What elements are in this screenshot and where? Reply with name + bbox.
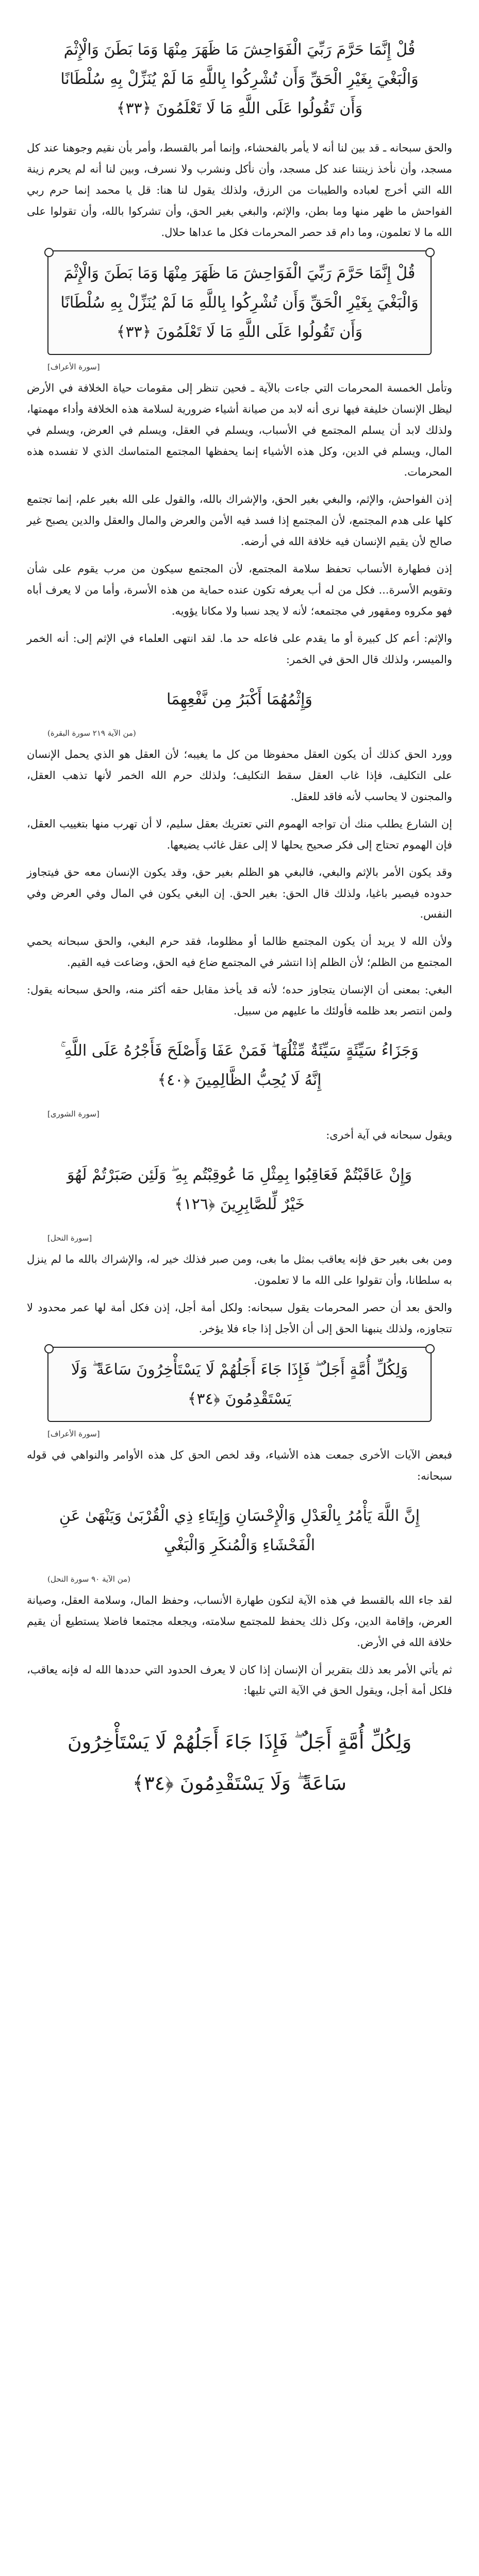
opening-verse [47,28,432,130]
paragraph-6: وورد الحق كذلك أن يكون العقل محفوظا من كل ما يغيبه؛ لأن العقل هو الذي يحمل الإنسان على التكليف، فإذا غاب العقل سقط التكليف؛ ولذلك حرم الله الخمر لأنها تذهب العقل، والمجنون لا يحاسب لأنه فاقد للعقل. [27,748,452,803]
verse-2-ref: [سورة الأعراف] [47,362,100,371]
verse-6-text: وَلِكُلِّ أُمَّةٍ أَجَلٌ ۖ فَإِذَا جَاءَ أَجَلُهُمْ لَا يَسْتَأْخِرُونَ سَاعَةً ۖ وَلَا يَسْتَقْدِمُونَ ﴿٣٤﴾ [71,1360,408,1408]
paragraph-8: وقد يكون الأمر بالإثم والبغي، فالبغي هو الظلم بغير حق، وقد يكون الإنسان معه حق فيتجاوز حدوده فيصير باغيا، ولذلك قال الحق: بغير الحق. إن البغي يكون في المال وفي العرض وفي النفس. [27,866,452,921]
verse-3-ref: (من الآية ٢١٩ سورة البقرة) [47,728,136,738]
verse-5-text: وَإِنْ عَاقَبْتُمْ فَعَاقِبُوا بِمِثْلِ مَا عُوقِبْتُم بِهِ ۖ وَلَئِن صَبَرْتُمْ لَهُوَ خَيْرٌ لِّلصَّابِرِينَ ﴿١٢٦﴾ [67,1166,412,1214]
closing-verse-text: وَلِكُلِّ أُمَّةٍ أَجَلٌ ۖ فَإِذَا جَاءَ أَجَلُهُمْ لَا يَسْتَأْخِرُونَ سَاعَةً ۖ وَلَا يَسْتَقْدِمُونَ ﴿٣٤﴾ [67,1731,412,1795]
verse-4-ref: [سورة الشورى] [47,1109,100,1119]
verse-3-text: وَإِثْمُهُمَا أَكْبَرُ مِن نَّفْعِهِمَا [167,690,312,708]
verse-frame-2 [47,250,432,355]
verse-7-text: إِنَّ اللَّهَ يَأْمُرُ بِالْعَدْلِ وَالْإِحْسَانِ وَإِيتَاءِ ذِي الْقُرْبَىٰ وَيَنْهَىٰ عَنِ الْفَحْشَاءِ وَالْمُنكَرِ وَالْبَغْيِ [59,1506,420,1554]
verse-frame-6 [47,1347,432,1422]
opening-verse-text: قُلْ إِنَّمَا حَرَّمَ رَبِّيَ الْفَوَاحِشَ مَا ظَهَرَ مِنْهَا وَمَا بَطَنَ وَالْإِثْمَ وَالْبَغْيَ بِغَيْرِ الْحَقِّ وَأَن تُشْرِكُوا بِاللَّهِ مَا لَمْ يُنَزِّلْ بِهِ سُلْطَانًا وَأَن تَقُولُوا عَلَى اللَّهِ مَا لَا تَعْلَمُونَ ﴿٣٣﴾ [60,41,419,117]
paragraph-12: ومن بغى بغير حق فإنه يعاقب بمثل ما بغى، ومن صبر فذلك خير له، والإشراك بالله ما لم ينزل به سلطانا، وأن تقولوا على الله ما لا تعلمون. [27,1253,452,1286]
paragraph-7: إن الشارع يطلب منك أن تواجه الهموم التي تعتريك بعقل سليم، لا أن تهرب منها بتغييب العقل، فإن الهموم تحتاج إلى فكر صحيح يحلها لا إلى عقل غائب يضيعها. [27,817,452,851]
paragraph-16: ثم يأتي الأمر بعد ذلك بتقرير أن الإنسان إذا كان لا يعرف الحدود التي حددها الله له فإنه يعاقب، فلكل أمة أجل، ويقول الحق في الآية التي تليها: [27,1663,452,1697]
verse-frame-4 [47,1029,432,1102]
verse-5-ref: [سورة النحل] [47,1233,92,1243]
closing-verse [58,1722,421,1804]
paragraph-10: البغي: بمعنى أن الإنسان يتجاوز حده؛ لأنه قد يأخذ مقابل حقه أكثر منه، والحق سبحانه يقول: ولمن انتصر بعد ظلمه فأولئك ما عليهم من سبيل. [27,984,452,1018]
verse-frame-7 [47,1494,432,1567]
verse-frame-5 [47,1153,432,1226]
paragraph-1: والحق سبحانه ـ قد بين لنا أنه لا يأمر بالفحشاء، وإنما أمر بالقسط، وأمر بأن نقيم وجوهنا عند كل مسجد، وأن نأخذ زينتنا عند كل مسجد، وأن نأكل ونشرب ولا نسرف، وبين لنا أنه لم يحرم زينة الله التي أخرج لعباده والطيبات من الرزق، ولذلك يقول لنا هنا: قل يا محمد إنما حرم ربي الفواحش ما ظهر منها وما بطن، والإثم، والبغي بغير الحق، وأن تشركوا بالله، وأن تقولوا على الله ما لا تعلمون، وما دام قد حصر المحرمات فكل ما عداها حلال. [27,142,452,239]
paragraph-9: ولأن الله لا يريد أن يكون المجتمع ظالما أو مظلوما، فقد حرم البغي، والحق سبحانه يحمي المجتمع من الظلم؛ لأن الظلم إذا انتشر في المجتمع ضاع فيه الحق، وضاعت فيه القيم. [27,935,452,969]
paragraph-11: ويقول سبحانه في آية أخرى: [326,1129,452,1142]
paragraph-14: فبعض الآيات الأخرى جمعت هذه الأشياء، وقد لخص الحق كل هذه الأوامر والنواهي في قوله سبحانه: [27,1448,452,1482]
paragraph-13: والحق بعد أن حصر المحرمات يقول سبحانه: ولكل أمة أجل، إذن فكل أمة لها عمر محدود لا تتجاوزه، ولذلك ينبهنا الحق إلى أن الأجل إذا جاء فلا يؤخر. [27,1301,452,1335]
paragraph-15: لقد جاء الله بالقسط في هذه الآية لتكون طهارة الأنساب، وحفظ المال، وسلامة العقل، وصيانة العرض، وإقامة الدين، وكل ذلك يحفظ للمجتمع سلامته، ويجعله مجتمعا فاضلا يستطيع أن يقيم خلافة الله في الأرض. [27,1594,452,1649]
paragraph-2: وتأمل الخمسة المحرمات التي جاءت بالآية ـ فحين تنظر إلى مقومات حياة الخلافة في الأرض ليظل الإنسان خليفة فيها نرى أنه لابد من صيانة أشياء ضرورية لسلامة هذه الخلافة وأداء مهمتها، ولذلك لابد أن يسلم المجتمع في الأسباب، ويسلم في العقل، ويسلم في العرض، ويسلم في المال، ويسلم في الدين، وكل هذه الأشياء إنما يحفظها المجتمع المتماسك الذي لا تفسده هذه المحرمات. [27,381,452,479]
verse-6-ref: [سورة الأعراف] [47,1429,100,1438]
verse-frame-3 [47,677,432,721]
paragraph-3: إذن الفواحش، والإثم، والبغي بغير الحق، والإشراك بالله، والقول على الله بغير علم، إنما تجتمع كلها على هدم المجتمع، لأن المجتمع إذا فسد فيه الأمن والعرض والمال والعقل والدين يصبح غير صالح لأن يقيم الإنسان فيه خلافة الله في أرضه. [27,493,452,548]
paragraph-5: والإثم: أعم كل كبيرة أو ما يقدم على فاعله حد ما. لقد انتهى العلماء في الإثم إلى: أنه الخمر والميسر، ولذلك قال الحق في الخمر: [27,632,452,666]
paragraph-4: إذن فطهارة الأنساب تحفظ سلامة المجتمع، لأن المجتمع سيكون من مرب يقوم على شأن وتقويم الأسرة... فكل من له أب يعرفه تكون عنده حماية من هذه الأسرة، وأما من لا يعرف أباه فهو مكروه ومقهور في مجتمعه؛ لأنه لا يجد نسبا ولا مكانا يؤويه. [27,563,452,618]
verse-7-ref: (من الآية ٩٠ سورة النحل) [47,1574,131,1584]
verse-4-text: وَجَزَاءُ سَيِّئَةٍ سَيِّئَةٌ مِّثْلُهَا ۖ فَمَنْ عَفَا وَأَصْلَحَ فَأَجْرُهُ عَلَى اللَّهِ ۚ إِنَّهُ لَا يُحِبُّ الظَّالِمِينَ ﴿٤٠﴾ [60,1042,419,1090]
verse-2-text: قُلْ إِنَّمَا حَرَّمَ رَبِّيَ الْفَوَاحِشَ مَا ظَهَرَ مِنْهَا وَمَا بَطَنَ وَالْإِثْمَ وَالْبَغْيَ بِغَيْرِ الْحَقِّ وَأَن تُشْرِكُوا بِاللَّهِ مَا لَمْ يُنَزِّلْ بِهِ سُلْطَانًا وَأَن تَقُولُوا عَلَى اللَّهِ مَا لَا تَعْلَمُونَ ﴿٣٣﴾ [60,264,419,341]
